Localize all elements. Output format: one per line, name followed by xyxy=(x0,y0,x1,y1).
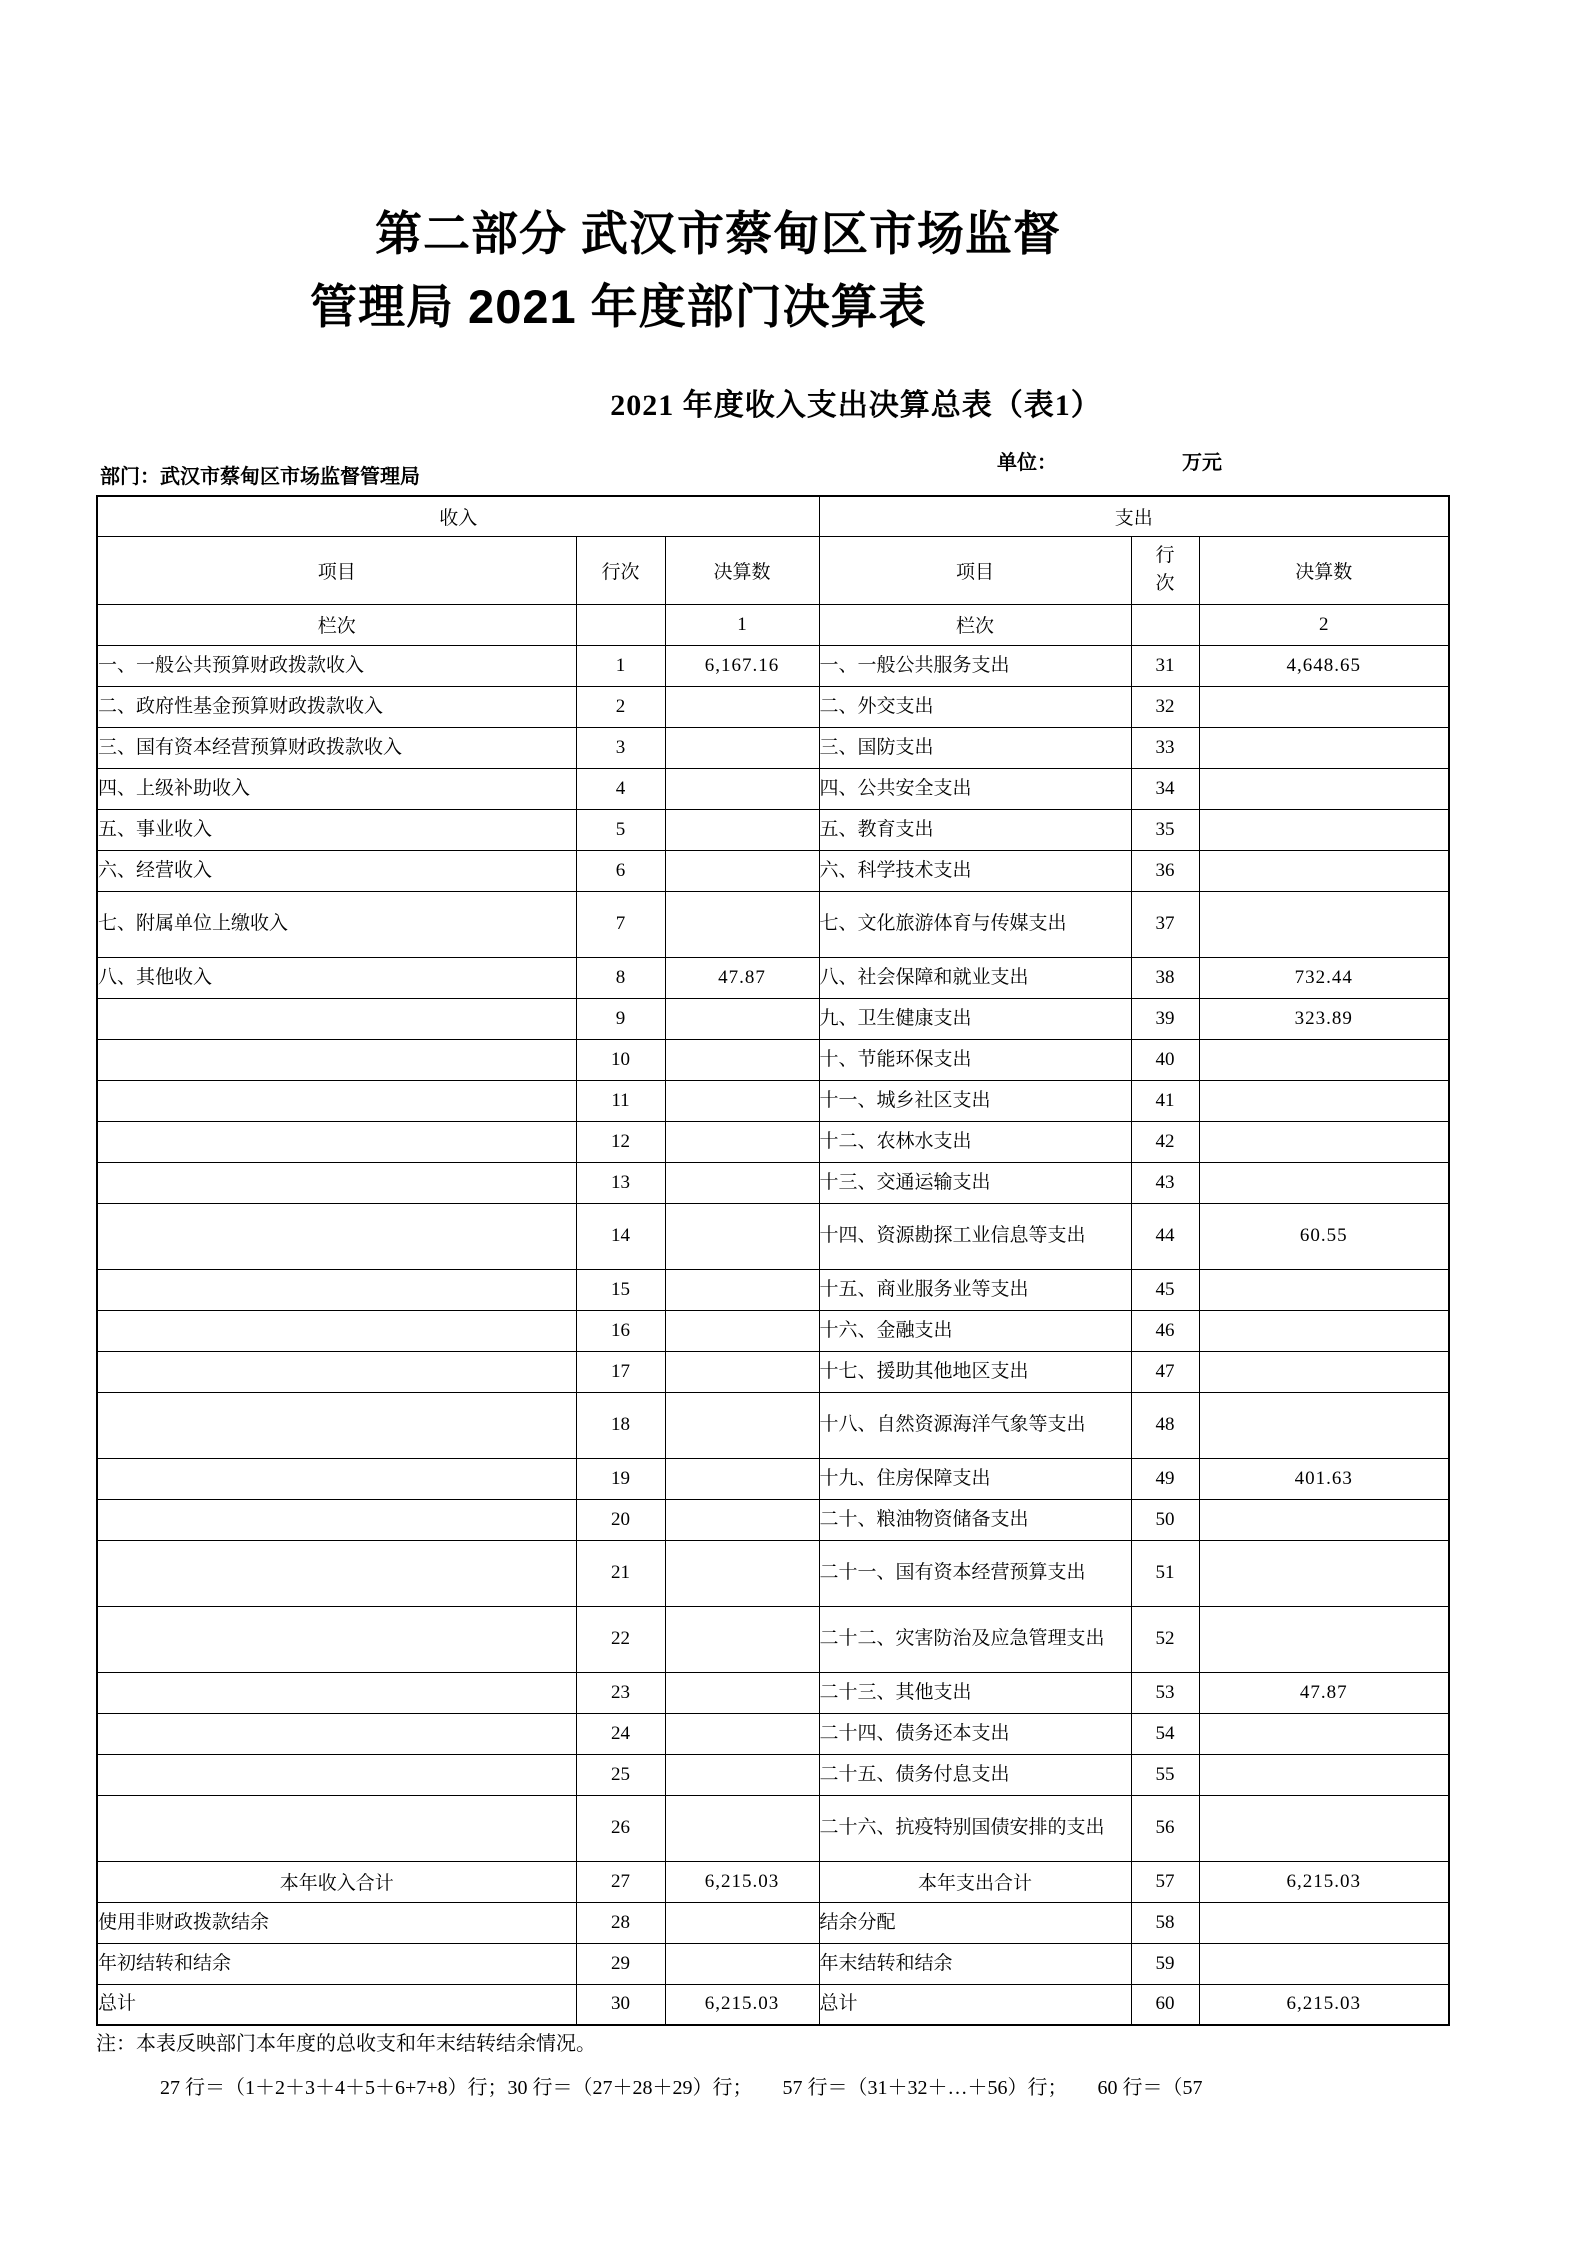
expense-line-cell: 40 xyxy=(1131,1039,1199,1080)
income-line-cell: 15 xyxy=(576,1269,665,1310)
income-line-cell: 30 xyxy=(576,1984,665,2025)
income-line-cell: 21 xyxy=(576,1540,665,1606)
expense-line-cell: 44 xyxy=(1131,1203,1199,1269)
income-item-cell xyxy=(97,1203,576,1269)
expense-amount-cell xyxy=(1199,1713,1449,1754)
expense-line-cell: 43 xyxy=(1131,1162,1199,1203)
expense-amount-cell: 732.44 xyxy=(1199,957,1449,998)
expense-item-cell: 十七、援助其他地区支出 xyxy=(819,1351,1131,1392)
income-amount-header: 决算数 xyxy=(665,536,819,604)
table-row xyxy=(97,1310,1449,1351)
expense-line-cell: 55 xyxy=(1131,1754,1199,1795)
income-item-cell: 八、其他收入 xyxy=(97,957,576,998)
income-column-number: 1 xyxy=(665,604,819,645)
expense-line-cell: 46 xyxy=(1131,1310,1199,1351)
expense-item-cell: 八、社会保障和就业支出 xyxy=(819,957,1131,998)
table-row xyxy=(97,1861,1449,1902)
income-line-cell: 25 xyxy=(576,1754,665,1795)
expense-line-cell: 35 xyxy=(1131,809,1199,850)
expense-line-cell: 41 xyxy=(1131,1080,1199,1121)
income-item-cell xyxy=(97,998,576,1039)
expense-amount-cell xyxy=(1199,727,1449,768)
expense-line-cell: 32 xyxy=(1131,686,1199,727)
expense-amount-cell: 401.63 xyxy=(1199,1458,1449,1499)
income-lanci-empty xyxy=(576,604,665,645)
expense-item-cell: 十五、商业服务业等支出 xyxy=(819,1269,1131,1310)
expense-item-cell: 五、教育支出 xyxy=(819,809,1131,850)
expense-amount-cell xyxy=(1199,1080,1449,1121)
income-item-cell: 四、上级补助收入 xyxy=(97,768,576,809)
income-item-cell xyxy=(97,1713,576,1754)
income-amount-cell: 47.87 xyxy=(665,957,819,998)
income-line-cell: 17 xyxy=(576,1351,665,1392)
income-item-cell xyxy=(97,1080,576,1121)
table-row xyxy=(97,1943,1449,1984)
unit-value: 万元 xyxy=(1182,452,1222,474)
expense-line-cell: 52 xyxy=(1131,1606,1199,1672)
expense-line-cell: 54 xyxy=(1131,1713,1199,1754)
income-line-cell: 10 xyxy=(576,1039,665,1080)
income-amount-cell xyxy=(665,850,819,891)
table-row xyxy=(97,1203,1449,1269)
expense-amount-cell xyxy=(1199,686,1449,727)
table-row xyxy=(97,1672,1449,1713)
expense-amount-cell xyxy=(1199,1039,1449,1080)
income-line-cell: 8 xyxy=(576,957,665,998)
income-amount-cell xyxy=(665,891,819,957)
income-item-header: 项目 xyxy=(97,536,576,604)
income-item-cell: 本年收入合计 xyxy=(97,1861,576,1902)
income-item-cell xyxy=(97,1310,576,1351)
table-row xyxy=(97,645,1449,686)
income-amount-cell xyxy=(665,998,819,1039)
income-amount-cell xyxy=(665,1269,819,1310)
table-row xyxy=(97,1499,1449,1540)
income-amount-cell xyxy=(665,1902,819,1943)
expense-line-cell: 36 xyxy=(1131,850,1199,891)
table-row xyxy=(97,1039,1449,1080)
note-formula: 27 行＝（1＋2＋3＋4＋5＋6+7+8）行；30 行＝（27＋28＋29）行； 57 行＝（31＋32＋…＋56）行； 60 行＝（57 xyxy=(160,2077,1203,2099)
income-line-cell: 28 xyxy=(576,1902,665,1943)
expense-lanci-label: 栏次 xyxy=(819,604,1131,645)
expense-amount-cell xyxy=(1199,1795,1449,1861)
expense-item-cell: 十四、资源勘探工业信息等支出 xyxy=(819,1203,1131,1269)
expense-item-cell: 二十二、灾害防治及应急管理支出 xyxy=(819,1606,1131,1672)
income-amount-cell xyxy=(665,1713,819,1754)
income-item-cell: 五、事业收入 xyxy=(97,809,576,850)
expense-amount-cell xyxy=(1199,1499,1449,1540)
budget-table xyxy=(96,495,1450,2026)
income-line-cell: 9 xyxy=(576,998,665,1039)
expense-item-cell: 七、文化旅游体育与传媒支出 xyxy=(819,891,1131,957)
income-line-cell: 2 xyxy=(576,686,665,727)
table-notes xyxy=(96,2030,1528,2102)
income-item-cell xyxy=(97,1392,576,1458)
expense-item-cell: 十六、金融支出 xyxy=(819,1310,1131,1351)
income-item-cell xyxy=(97,1499,576,1540)
income-item-cell: 二、政府性基金预算财政拨款收入 xyxy=(97,686,576,727)
income-item-cell xyxy=(97,1540,576,1606)
income-amount-cell xyxy=(665,1162,819,1203)
income-line-cell: 4 xyxy=(576,768,665,809)
income-amount-cell xyxy=(665,1310,819,1351)
income-item-cell xyxy=(97,1269,576,1310)
table-row xyxy=(97,809,1449,850)
income-item-cell xyxy=(97,1672,576,1713)
table-row xyxy=(97,998,1449,1039)
expense-amount-cell xyxy=(1199,1392,1449,1458)
expense-amount-cell xyxy=(1199,1606,1449,1672)
table-subtitle: 2021 年度收入支出决算总表（表1） xyxy=(610,389,1102,422)
income-amount-cell xyxy=(665,1203,819,1269)
expense-line-cell: 51 xyxy=(1131,1540,1199,1606)
table-row xyxy=(97,768,1449,809)
expense-line-cell: 39 xyxy=(1131,998,1199,1039)
table-row xyxy=(97,1795,1449,1861)
income-line-cell: 24 xyxy=(576,1713,665,1754)
table-row xyxy=(97,1162,1449,1203)
expense-item-cell: 一、一般公共服务支出 xyxy=(819,645,1131,686)
income-item-cell xyxy=(97,1162,576,1203)
income-line-cell: 14 xyxy=(576,1203,665,1269)
expense-amount-cell xyxy=(1199,1310,1449,1351)
expense-amount-header: 决算数 xyxy=(1199,536,1449,604)
document-title-line1: 第二部分 武汉市蔡甸区市场监督 xyxy=(375,207,1062,260)
expense-line-cell: 48 xyxy=(1131,1392,1199,1458)
expense-item-cell: 十三、交通运输支出 xyxy=(819,1162,1131,1203)
income-amount-cell xyxy=(665,1039,819,1080)
expense-amount-cell: 6,215.03 xyxy=(1199,1984,1449,2025)
table-row xyxy=(97,1458,1449,1499)
income-group-header: 收入 xyxy=(97,496,819,536)
expense-item-cell: 十一、城乡社区支出 xyxy=(819,1080,1131,1121)
income-line-cell: 20 xyxy=(576,1499,665,1540)
expense-item-cell: 六、科学技术支出 xyxy=(819,850,1131,891)
table-group-header-row xyxy=(97,496,1449,536)
expense-line-cell: 50 xyxy=(1131,1499,1199,1540)
expense-line-cell: 33 xyxy=(1131,727,1199,768)
income-amount-cell xyxy=(665,1458,819,1499)
income-amount-cell: 6,167.16 xyxy=(665,645,819,686)
table-row xyxy=(97,1269,1449,1310)
table-row xyxy=(97,686,1449,727)
income-line-cell: 12 xyxy=(576,1121,665,1162)
expense-item-cell: 三、国防支出 xyxy=(819,727,1131,768)
expense-line-cell: 56 xyxy=(1131,1795,1199,1861)
income-line-cell: 1 xyxy=(576,645,665,686)
income-amount-cell xyxy=(665,1080,819,1121)
income-line-cell: 29 xyxy=(576,1943,665,1984)
income-item-cell xyxy=(97,1606,576,1672)
table-lanci-row xyxy=(97,604,1449,645)
expense-item-cell: 二、外交支出 xyxy=(819,686,1131,727)
income-amount-cell xyxy=(665,686,819,727)
expense-amount-cell xyxy=(1199,1943,1449,1984)
income-item-cell xyxy=(97,1795,576,1861)
income-amount-cell xyxy=(665,1754,819,1795)
income-line-cell: 6 xyxy=(576,850,665,891)
income-item-cell: 三、国有资本经营预算财政拨款收入 xyxy=(97,727,576,768)
expense-item-cell: 本年支出合计 xyxy=(819,1861,1131,1902)
income-line-cell: 27 xyxy=(576,1861,665,1902)
document-title xyxy=(310,198,1061,344)
expense-item-cell: 二十一、国有资本经营预算支出 xyxy=(819,1540,1131,1606)
expense-item-cell: 二十三、其他支出 xyxy=(819,1672,1131,1713)
expense-amount-cell xyxy=(1199,1121,1449,1162)
table-row xyxy=(97,957,1449,998)
income-line-cell: 11 xyxy=(576,1080,665,1121)
expense-item-cell: 十八、自然资源海洋气象等支出 xyxy=(819,1392,1131,1458)
expense-amount-cell xyxy=(1199,1754,1449,1795)
expense-item-cell: 二十、粮油物资储备支出 xyxy=(819,1499,1131,1540)
table-row xyxy=(97,850,1449,891)
income-amount-cell xyxy=(665,1672,819,1713)
expense-amount-cell xyxy=(1199,768,1449,809)
expense-item-cell: 总计 xyxy=(819,1984,1131,2025)
income-amount-cell xyxy=(665,1606,819,1672)
expense-amount-cell xyxy=(1199,1269,1449,1310)
income-item-cell: 六、经营收入 xyxy=(97,850,576,891)
expense-line-cell: 47 xyxy=(1131,1351,1199,1392)
expense-line-cell: 57 xyxy=(1131,1861,1199,1902)
expense-amount-cell xyxy=(1199,891,1449,957)
expense-line-cell: 38 xyxy=(1131,957,1199,998)
income-item-cell: 总计 xyxy=(97,1984,576,2025)
expense-amount-cell xyxy=(1199,1351,1449,1392)
expense-amount-cell xyxy=(1199,1902,1449,1943)
income-item-cell xyxy=(97,1754,576,1795)
income-line-cell: 26 xyxy=(576,1795,665,1861)
income-amount-cell xyxy=(665,1121,819,1162)
table-row xyxy=(97,891,1449,957)
income-amount-cell xyxy=(665,1795,819,1861)
expense-amount-cell xyxy=(1199,850,1449,891)
expense-group-header: 支出 xyxy=(819,496,1449,536)
expense-line-cell: 49 xyxy=(1131,1458,1199,1499)
expense-lanci-empty xyxy=(1131,604,1199,645)
expense-amount-cell xyxy=(1199,1540,1449,1606)
expense-line-cell: 42 xyxy=(1131,1121,1199,1162)
income-item-cell: 使用非财政拨款结余 xyxy=(97,1902,576,1943)
income-amount-cell xyxy=(665,809,819,850)
note-text: 注：本表反映部门本年度的总收支和年末结转结余情况。 xyxy=(96,2033,596,2055)
table-row xyxy=(97,1121,1449,1162)
expense-item-header: 项目 xyxy=(819,536,1131,604)
expense-line-cell: 37 xyxy=(1131,891,1199,957)
income-line-cell: 19 xyxy=(576,1458,665,1499)
expense-amount-cell: 4,648.65 xyxy=(1199,645,1449,686)
expense-item-cell: 四、公共安全支出 xyxy=(819,768,1131,809)
expense-line-cell: 34 xyxy=(1131,768,1199,809)
income-item-cell xyxy=(97,1458,576,1499)
expense-line-header-text: 行次 xyxy=(1155,544,1175,594)
expense-item-cell: 年末结转和结余 xyxy=(819,1943,1131,1984)
expense-amount-cell xyxy=(1199,1162,1449,1203)
income-item-cell xyxy=(97,1121,576,1162)
income-line-cell: 7 xyxy=(576,891,665,957)
income-amount-cell: 6,215.03 xyxy=(665,1984,819,2025)
table-row xyxy=(97,1351,1449,1392)
unit-label: 单位： xyxy=(997,452,1057,474)
income-line-cell: 18 xyxy=(576,1392,665,1458)
expense-line-cell: 53 xyxy=(1131,1672,1199,1713)
expense-line-cell: 60 xyxy=(1131,1984,1199,2025)
expense-column-number: 2 xyxy=(1199,604,1449,645)
table-row xyxy=(97,1392,1449,1458)
expense-line-cell: 45 xyxy=(1131,1269,1199,1310)
expense-line-header xyxy=(1131,536,1199,604)
table-row xyxy=(97,1754,1449,1795)
income-amount-cell: 6,215.03 xyxy=(665,1861,819,1902)
income-item-cell: 七、附属单位上缴收入 xyxy=(97,891,576,957)
expense-item-cell: 九、卫生健康支出 xyxy=(819,998,1131,1039)
income-amount-cell xyxy=(665,1392,819,1458)
income-lanci-label: 栏次 xyxy=(97,604,576,645)
income-line-cell: 3 xyxy=(576,727,665,768)
table-column-header-row xyxy=(97,536,1449,604)
expense-item-cell: 十九、住房保障支出 xyxy=(819,1458,1131,1499)
table-row xyxy=(97,1540,1449,1606)
income-item-cell xyxy=(97,1351,576,1392)
income-amount-cell xyxy=(665,1499,819,1540)
document-title-line2: 管理局 2021 年度部门决算表 xyxy=(310,279,927,333)
expense-item-cell: 二十六、抗疫特别国债安排的支出 xyxy=(819,1795,1131,1861)
income-line-cell: 5 xyxy=(576,809,665,850)
table-row xyxy=(97,1713,1449,1754)
expense-amount-cell: 47.87 xyxy=(1199,1672,1449,1713)
table-row xyxy=(97,1902,1449,1943)
income-line-cell: 22 xyxy=(576,1606,665,1672)
income-line-cell: 23 xyxy=(576,1672,665,1713)
department-label: 部门：武汉市蔡甸区市场监督管理局 xyxy=(100,466,420,488)
income-line-header: 行次 xyxy=(576,536,665,604)
income-amount-cell xyxy=(665,1943,819,1984)
income-amount-cell xyxy=(665,1540,819,1606)
expense-item-cell: 十、节能环保支出 xyxy=(819,1039,1131,1080)
expense-line-cell: 59 xyxy=(1131,1943,1199,1984)
expense-line-cell: 58 xyxy=(1131,1902,1199,1943)
expense-amount-cell: 6,215.03 xyxy=(1199,1861,1449,1902)
table-row xyxy=(97,727,1449,768)
income-amount-cell xyxy=(665,1351,819,1392)
income-item-cell: 一、一般公共预算财政拨款收入 xyxy=(97,645,576,686)
table-row xyxy=(97,1606,1449,1672)
expense-amount-cell xyxy=(1199,809,1449,850)
expense-item-cell: 结余分配 xyxy=(819,1902,1131,1943)
income-item-cell xyxy=(97,1039,576,1080)
income-amount-cell xyxy=(665,727,819,768)
expense-amount-cell: 60.55 xyxy=(1199,1203,1449,1269)
income-line-cell: 13 xyxy=(576,1162,665,1203)
table-row xyxy=(97,1080,1449,1121)
expense-amount-cell: 323.89 xyxy=(1199,998,1449,1039)
expense-item-cell: 十二、农林水支出 xyxy=(819,1121,1131,1162)
expense-item-cell: 二十四、债务还本支出 xyxy=(819,1713,1131,1754)
expense-item-cell: 二十五、债务付息支出 xyxy=(819,1754,1131,1795)
income-line-cell: 16 xyxy=(576,1310,665,1351)
income-amount-cell xyxy=(665,768,819,809)
table-row xyxy=(97,1984,1449,2025)
income-item-cell: 年初结转和结余 xyxy=(97,1943,576,1984)
expense-line-cell: 31 xyxy=(1131,645,1199,686)
